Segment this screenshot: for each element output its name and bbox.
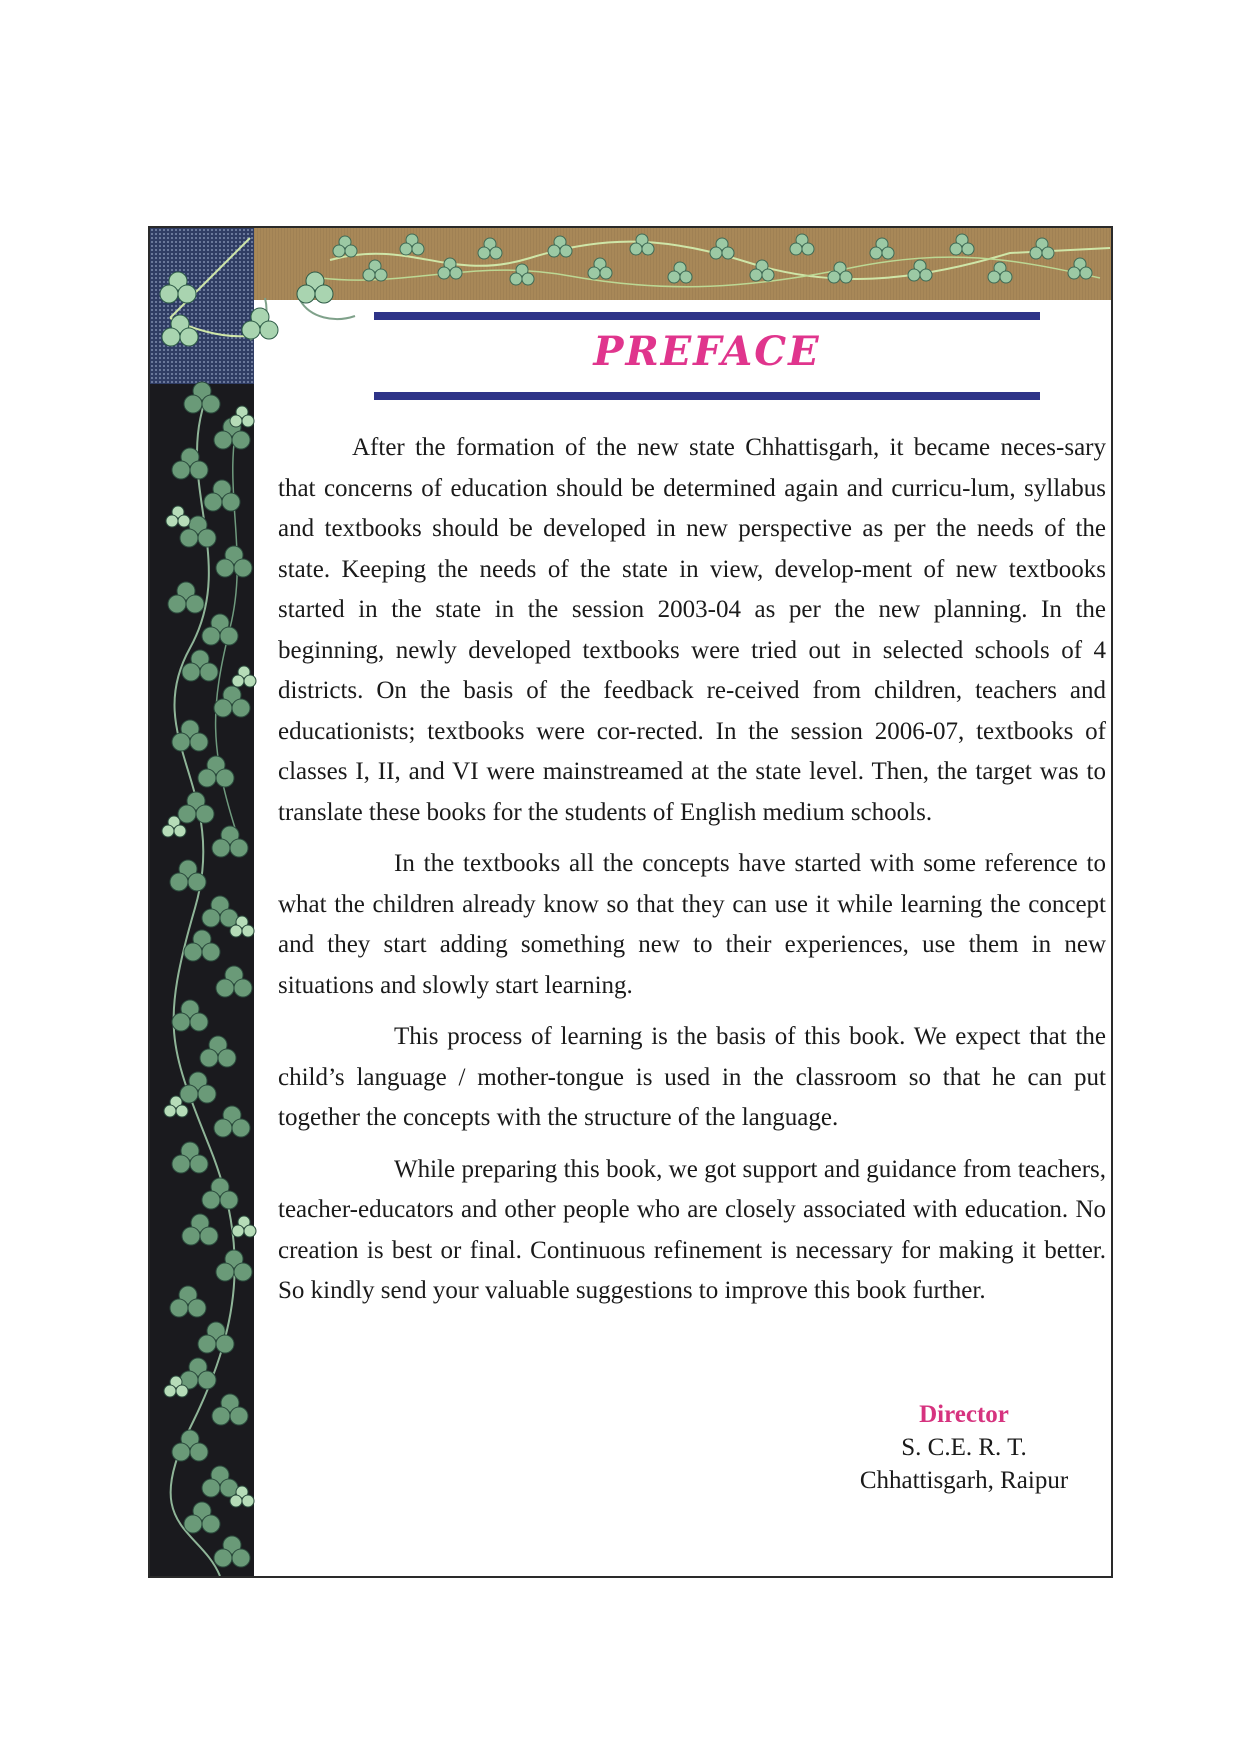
title-rule-bottom	[374, 392, 1040, 400]
signature-role: Director	[919, 1401, 1009, 1428]
title-rule-top	[374, 312, 1040, 320]
paragraph: While preparing this book, we got support and guidance from teachers, teacher-educators and other people who are closely associated with education. No creation is best or final. Continuous refinement is necessary for making it better. So kindly send your valuable suggestions to improve this book further.	[278, 1155, 1106, 1304]
page-frame	[148, 226, 1113, 1578]
signature-location: Chhattisgarh, Raipur	[859, 1467, 1069, 1494]
preface-body	[278, 428, 1106, 1323]
paragraph: This process of learning is the basis of this book. We expect that the child’s language / mother-tongue is used in the classroom so that he can put together the concepts with the structure of the language.	[278, 1023, 1106, 1131]
paragraph: After the formation of the new state Chhattisgarh, it became neces-sary that concerns of education should be determined again and curricu-lum, syllabus and textbooks should be developed in new perspective as per the needs of the state. Keeping the needs of the state in view, develop-ment of new textbooks started in the state in the session 2003-04 as per the new planning. In the beginning, newly developed textbooks were tried out in selected schools of 4 districts. On the basis of the feedback re-ceived from children, teachers and educationists; textbooks were cor-rected. In the session 2006-07, textbooks of classes I, II, and VI were mainstreamed at the state level. Then, the target was to translate these books for the students of English medium schools.	[278, 434, 1106, 826]
signature-organization: S. C.E. R. T.	[901, 1434, 1027, 1461]
paragraph: In the textbooks all the concepts have started with some reference to what the children already know so that they can use it while learning the concept and they start adding something new to their experiences, use them in new situations and slowly start learning.	[278, 850, 1106, 999]
page-title: PREFACE	[593, 328, 821, 375]
signature-block	[774, 1398, 1113, 1497]
